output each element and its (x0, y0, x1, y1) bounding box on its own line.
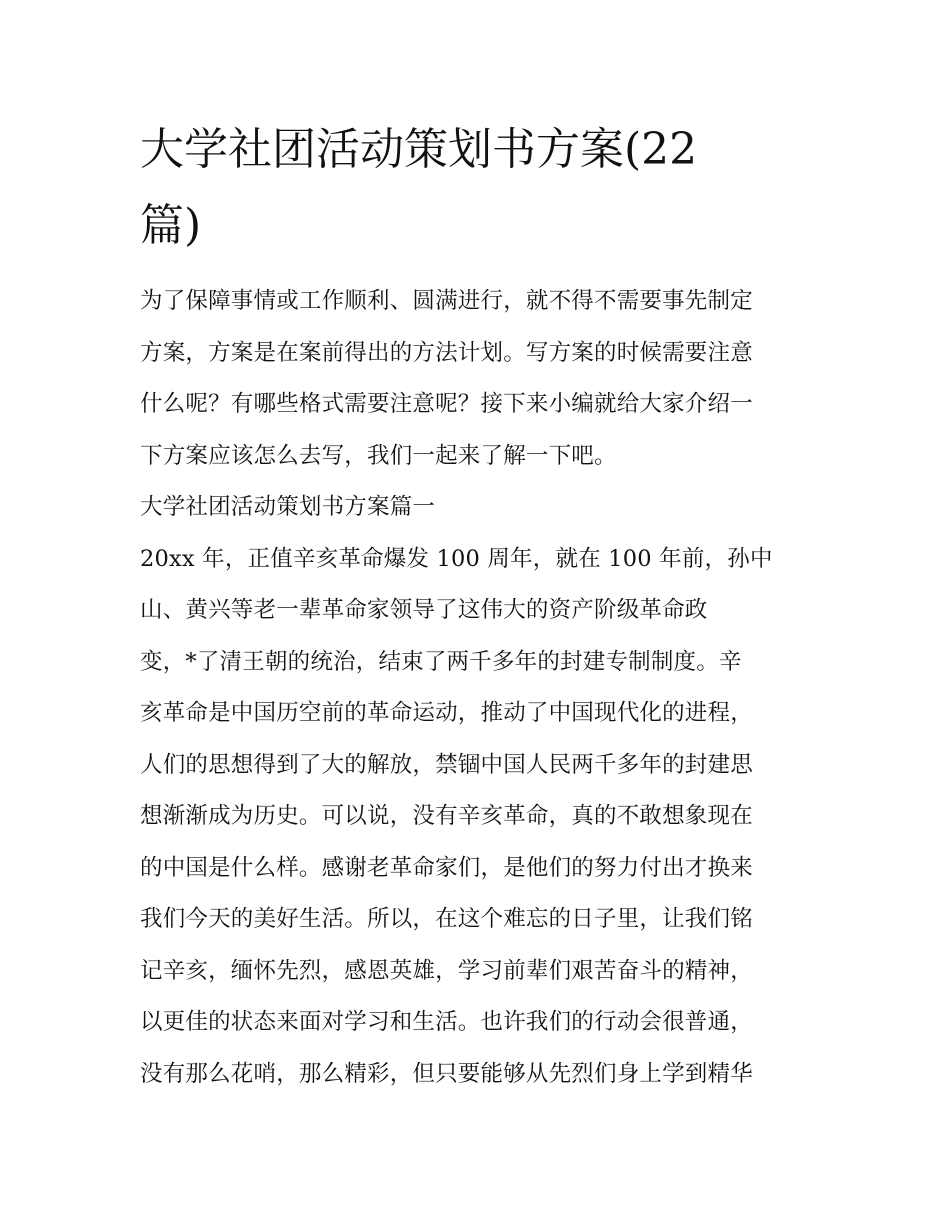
document-body (140, 278, 830, 1102)
document-title (140, 112, 820, 264)
section-heading: 大学社团活动策划书方案篇一 (140, 494, 436, 520)
section-line-1: 20xx 年，正值辛亥革命爆发 100 周年，就在 100 年前，孙中 (140, 545, 773, 572)
section-line-9: 记辛亥，缅怀先烈，感恩英雄，学习前辈们艰苦奋斗的精神， (140, 957, 753, 984)
section-line-10: 以更佳的状态来面对学习和生活。也许我们的行动会很普通， (140, 1009, 753, 1035)
section-line-2: 山、黄兴等老一辈革命家领导了这伟大的资产阶级革命政 (140, 597, 708, 623)
intro-line-3: 什么呢？有哪些格式需要注意呢？接下来小编就给大家介绍一 (140, 391, 753, 417)
section-line-3: 变，*了清王朝的统治，结束了两千多年的封建专制制度。辛 (140, 648, 742, 675)
section-line-4: 亥革命是中国历空前的革命运动，推动了中国现代化的进程， (140, 700, 753, 726)
intro-line-4: 下方案应该怎么去写，我们一起来了解一下吧。 (140, 442, 617, 469)
title-line-1: 大学社团活动策划书方案(22 (140, 124, 698, 175)
title-line-2: 篇) (140, 200, 202, 251)
section-line-5: 人们的思想得到了大的解放，禁锢中国人民两千多年的封建思 (140, 751, 753, 778)
intro-line-2: 方案，方案是在案前得出的方法计划。写方案的时候需要注意 (140, 339, 753, 366)
intro-line-1: 为了保障事情或工作顺利、圆满进行，就不得不需要事先制定 (140, 288, 753, 314)
section-line-6: 想渐渐成为历史。可以说，没有辛亥革命，真的不敢想象现在 (140, 803, 753, 829)
section-line-8: 我们今天的美好生活。所以，在这个难忘的日子里，让我们铭 (140, 906, 753, 932)
section-line-11: 没有那么花哨，那么精彩，但只要能够从先烈们身上学到精华 (140, 1060, 753, 1087)
section-line-7: 的中国是什么样。感谢老革命家们，是他们的努力付出才换来 (140, 854, 753, 881)
